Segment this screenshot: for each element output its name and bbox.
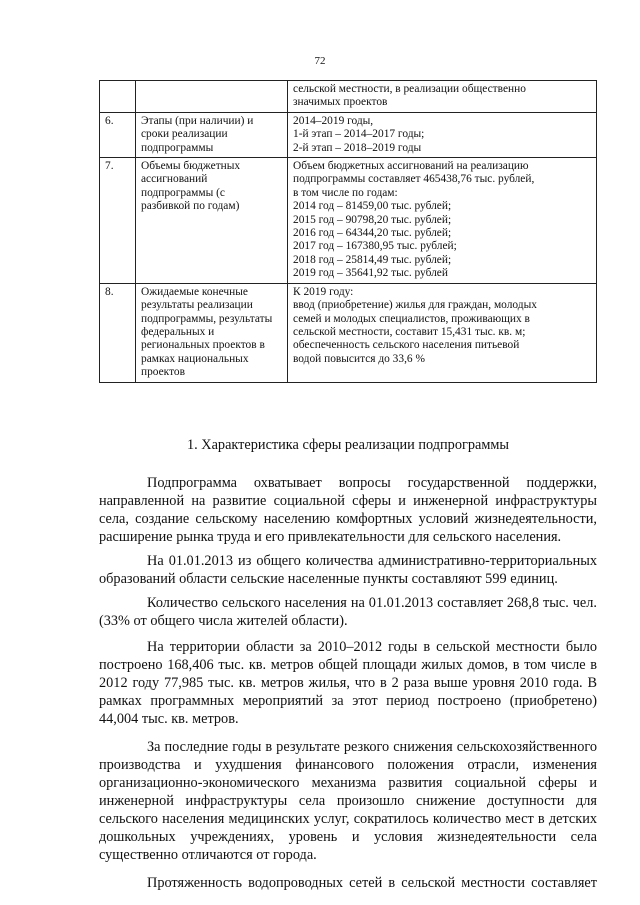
paragraph-line: 2012 году 77,985 тыс. кв. метров жилья, что в 2 раза выше уровня 2010 года. В xyxy=(99,675,597,691)
body-paragraph xyxy=(99,552,597,588)
parameter-name-line: сроки реализации xyxy=(141,128,228,141)
parameter-name-line: Этапы (при наличии) и xyxy=(141,114,254,127)
paragraph-line: образований области сельские населенные пункты составляют 599 единиц. xyxy=(99,571,558,587)
passport-table-body xyxy=(100,81,597,383)
paragraph-line: дошкольных учреждениях, уровень и условия жизнедеятельности села xyxy=(99,829,597,845)
parameter-value-line: значимых проектов xyxy=(293,96,388,109)
row-number: 7. xyxy=(105,160,114,173)
table-row xyxy=(100,158,597,284)
body-paragraph xyxy=(99,638,597,728)
parameter-value-line: обеспеченность сельского населения питьевой xyxy=(293,339,520,352)
body-text xyxy=(99,468,597,892)
parameter-name-line: федеральных и xyxy=(141,325,215,338)
section-heading: 1. Характеристика сферы реализации подпрограммы xyxy=(186,437,510,453)
paragraph-line: (33% от общего числа жителей области). xyxy=(99,613,348,629)
parameter-value-line: подпрограммы составляет 465438,76 тыс. рублей, xyxy=(293,173,535,186)
parameter-value-cell xyxy=(288,81,597,113)
table-row xyxy=(100,283,597,382)
paragraph-line: рамках программных мероприятий за этот период построено (приобретено) xyxy=(99,693,597,709)
parameter-name-line: подпрограммы xyxy=(141,141,214,154)
subprogram-passport-table xyxy=(99,80,597,383)
parameter-value-line: 2014 год – 81459,00 тыс. рублей; xyxy=(293,200,452,213)
paragraph-line: производства и ухудшения финансового положения отрасли, изменения xyxy=(99,757,597,773)
parameter-value-cell xyxy=(288,112,597,157)
parameter-value-cell xyxy=(288,283,597,382)
parameter-value-cell xyxy=(288,158,597,284)
row-number-cell xyxy=(100,158,136,284)
parameter-value-line: К 2019 году: xyxy=(293,285,354,298)
parameter-value-line: сельской местности, составит 15,431 тыс. кв. м; xyxy=(293,325,526,338)
page-number: 72 xyxy=(314,55,326,67)
paragraph-line: построено 168,406 тыс. кв. метров общей площади жилых домов, в том числе в xyxy=(99,657,597,673)
paragraph-line: На территории области за 2010–2012 годы в сельской местности было xyxy=(147,639,597,655)
paragraph-line: существенно отличаются от города. xyxy=(99,847,317,863)
row-number-cell xyxy=(100,112,136,157)
paragraph-line: села, создание сельскому населению комфортных условий жизнедеятельности, xyxy=(99,511,597,527)
body-paragraph xyxy=(99,594,597,630)
paragraph-line: направленной на развитие социальной сферы и инженерной инфраструктуры xyxy=(99,493,597,509)
paragraph-line: инженерной инфраструктуры села произошло снижение доступности для xyxy=(99,793,597,809)
parameter-name-line: подпрограммы, результаты xyxy=(141,312,273,325)
row-number-cell xyxy=(100,81,136,113)
parameter-name-cell xyxy=(136,283,288,382)
parameter-name-line: рамках национальных xyxy=(141,352,249,365)
parameter-value-line: в том числе по годам: xyxy=(293,186,398,199)
parameter-value-line: 2015 год – 90798,20 тыс. рублей; xyxy=(293,213,452,226)
paragraph-line: расширение рынка труда и его привлекательности для сельского населения. xyxy=(99,529,562,545)
parameter-name-cell xyxy=(136,81,288,113)
body-paragraph xyxy=(99,874,597,892)
paragraph-line: 44,004 тыс. кв. метров. xyxy=(99,711,239,727)
parameter-value-line: 2018 год – 25814,49 тыс. рублей; xyxy=(293,253,452,266)
parameter-value-line: 2017 год – 167380,95 тыс. рублей; xyxy=(293,240,457,253)
parameter-name-cell xyxy=(136,158,288,284)
row-number: 8. xyxy=(105,285,114,298)
table-row xyxy=(100,81,597,113)
parameter-name-line: подпрограммы (с xyxy=(141,186,225,199)
parameter-value-line: ввод (приобретение) жилья для граждан, молодых xyxy=(293,299,537,312)
parameter-value-line: 2-й этап – 2018–2019 годы xyxy=(293,141,422,154)
paragraph-line: сельского населения медицинских услуг, сократилось количество мест в детских xyxy=(99,811,597,827)
body-paragraph xyxy=(99,738,597,864)
paragraph-line: организационно-экономического механизма развития социальной сферы и xyxy=(99,775,597,791)
parameter-name-line: разбивкой по годам) xyxy=(141,200,240,213)
parameter-value-line: 2016 год – 64344,20 тыс. рублей; xyxy=(293,227,452,240)
parameter-value-line: сельской местности, в реализации общественно xyxy=(293,83,526,95)
parameter-name-line: региональных проектов в xyxy=(141,339,265,352)
body-paragraph xyxy=(99,474,597,546)
parameter-value-line: 2019 год – 35641,92 тыс. рублей xyxy=(293,267,448,280)
parameter-name-line: проектов xyxy=(141,366,185,379)
table-row xyxy=(100,112,597,157)
paragraph-line: Количество сельского населения на 01.01.2013 составляет 268,8 тыс. чел. xyxy=(147,595,597,611)
paragraph-line: Подпрограмма охватывает вопросы государственной поддержки, xyxy=(147,475,597,491)
parameter-name-cell xyxy=(136,112,288,157)
parameter-name-line: Ожидаемые конечные xyxy=(141,285,248,298)
row-number-cell xyxy=(100,283,136,382)
parameter-value-line: 2014–2019 годы, xyxy=(293,114,374,127)
paragraph-line: На 01.01.2013 из общего количества административно-территориальных xyxy=(147,553,597,569)
parameter-name-line: ассигнований xyxy=(141,173,208,186)
parameter-name-line: результаты реализации xyxy=(141,299,253,312)
parameter-value-line: семей и молодых специалистов, проживающих в xyxy=(293,312,530,325)
parameter-value-line: Объем бюджетных ассигнований на реализацию xyxy=(293,160,529,173)
paragraph-line: Протяженность водопроводных сетей в сельской местности составляет xyxy=(147,875,597,891)
row-number: 6. xyxy=(105,114,114,127)
parameter-value-line: 1-й этап – 2014–2017 годы; xyxy=(293,128,425,141)
parameter-value-line: водой повысится до 33,6 % xyxy=(293,352,425,365)
parameter-name-line: Объемы бюджетных xyxy=(141,160,241,173)
paragraph-line: За последние годы в результате резкого снижения сельскохозяйственного xyxy=(147,739,597,755)
